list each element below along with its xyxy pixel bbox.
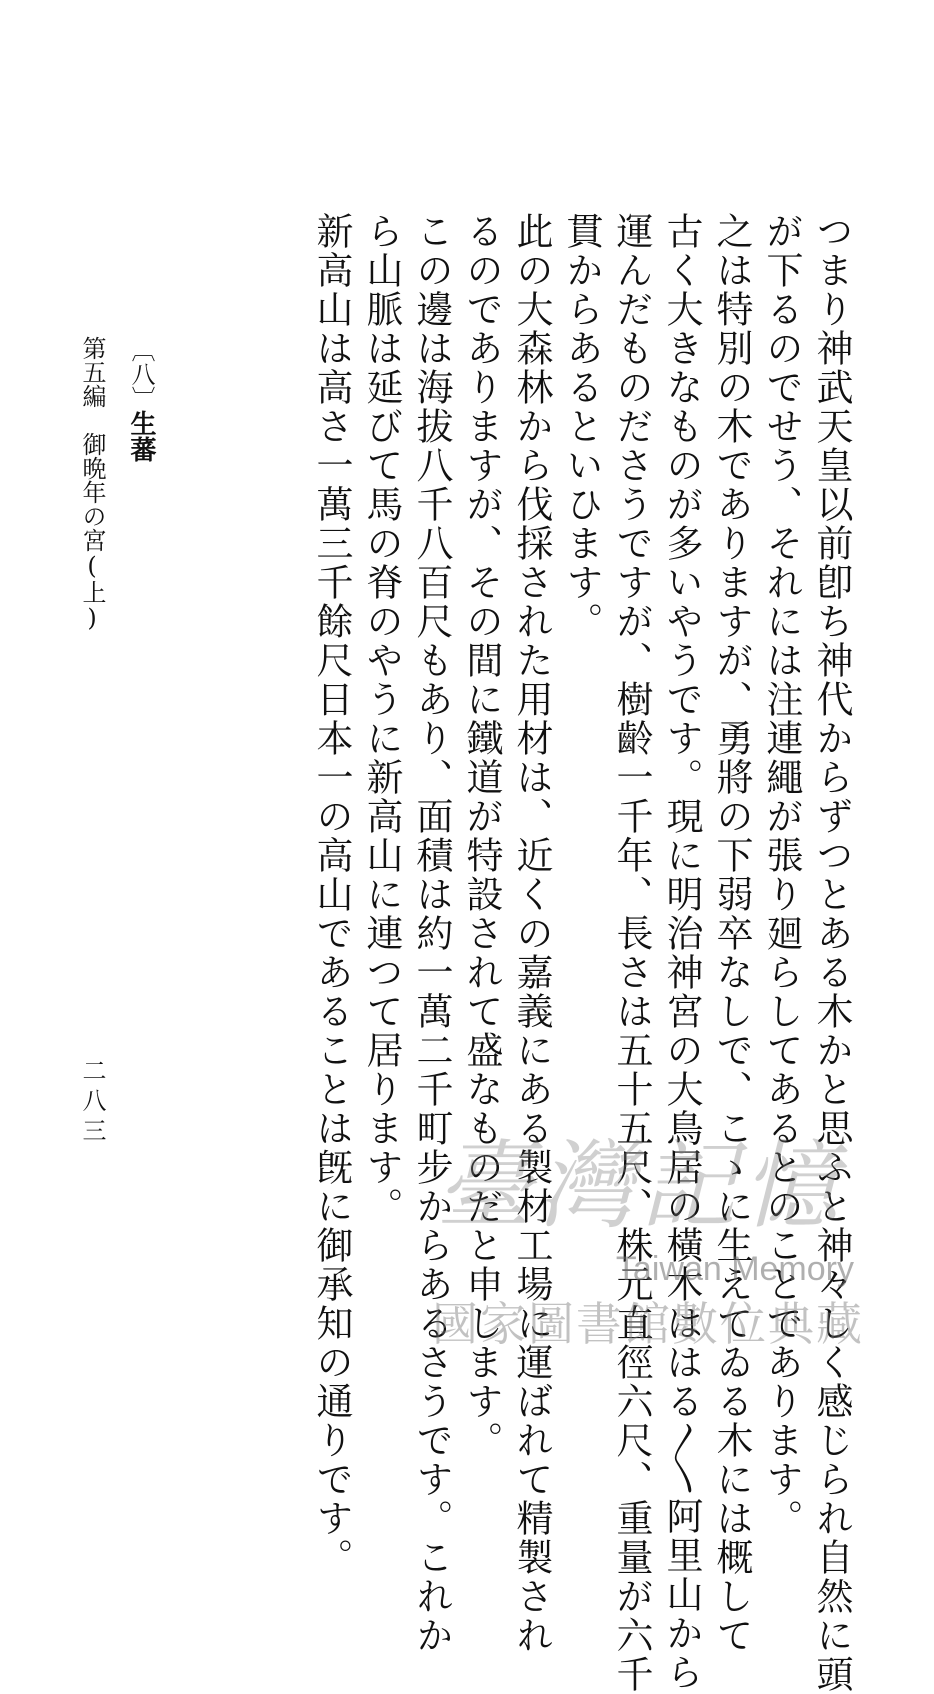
section-title: 生蕃 [126,410,156,462]
watermark-library-name: 國家圖書館數位典藏 [432,1297,864,1351]
chapter-title: 第五編 御晩年の宮(上) [78,336,106,632]
text-column-10: ら山脈は延びて馬の脊のやうに新高山に連つて居ります。 [360,212,403,1226]
section-heading [128,338,154,462]
text-column-11: 新高山は高さ一萬三千餘尺日本一の高山であることは旣に御承知の通りです。 [310,212,353,1577]
text-column-5: 運んだものださうですが、樹齡一千年、長さは五十五尺、株元直徑六尺、重量が六千 [610,212,653,1694]
watermark-english: Taiwan Memory [615,1250,854,1288]
text-column-3: 之は特別の木でありますが、勇將の下弱卒なしで、こゝに生えてゐる木には概して [710,212,753,1655]
text-column-1: つまり神武天皇以前卽ち神代からずつとある木かと思ふと神々しく感じられ自然に頭 [810,212,853,1694]
text-column-7: 此の大森林から伐採された用材は、近くの嘉義にある製材工場に運ばれて精製され [510,212,553,1655]
text-column-2: が下るのでせう、それには注連繩が張り廻らしてあるとのことであります。 [760,212,803,1538]
text-column-9: この邊は海拔八千八百尺もあり、面積は約一萬二千町步からあるさうです。これか [410,212,453,1655]
section-mark: 〔八〕 [127,338,155,410]
text-column-8: るのでありますが、その間に鐵道が特設されて盛なものだと申します。 [460,212,503,1460]
text-column-6: 貫からあるといひます。 [560,212,603,641]
page-number: 二八三 [78,1058,106,1148]
watermark-script: 臺灣記憶 [436,1130,844,1242]
text-column-4: 古く大きなものが多いやうです。現に明治神宮の大鳥居の橫木ははる〳〵阿里山から [660,212,703,1692]
